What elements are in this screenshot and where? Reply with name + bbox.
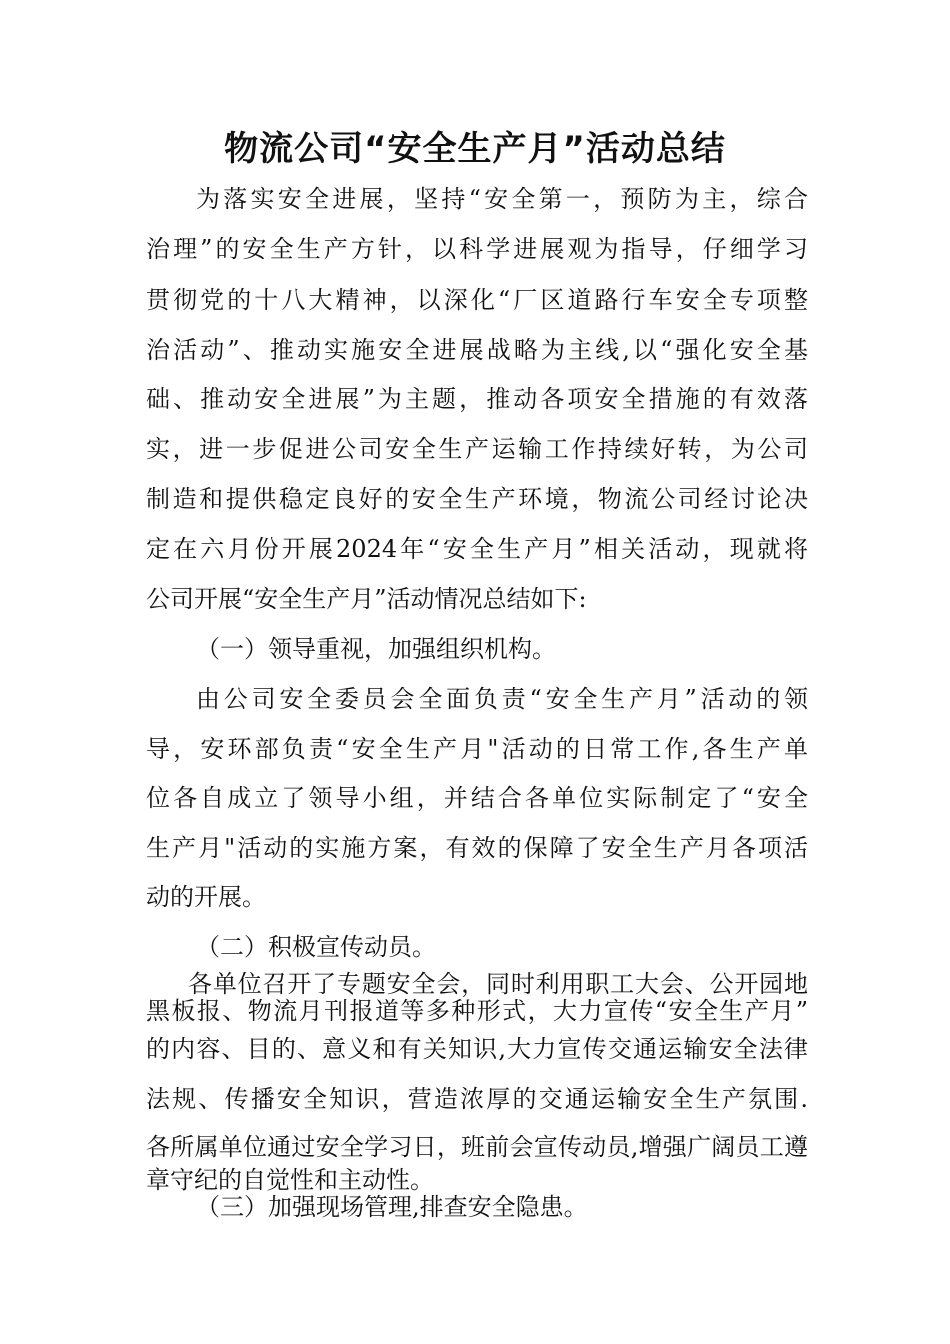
- document-title: 物流公司“安全生产月”活动总结: [224, 129, 726, 169]
- section-heading: （一）领导重视，加强组织机构。: [196, 635, 556, 663]
- paragraph-line: 制造和提供稳定良好的安全生产环境，物流公司经讨论决: [146, 485, 808, 513]
- paragraph-line: 位各自成立了领导小组，并结合各单位实际制定了“安全: [146, 784, 808, 812]
- paragraph-line: 治活动”、推动实施安全进展战略为主线,以“强化安全基: [146, 336, 808, 364]
- paragraph-line: 实，进一步促进公司安全生产运输工作持续好转，为公司: [146, 435, 808, 463]
- paragraph-line: 章守纪的自觉性和主动性。: [146, 1166, 434, 1194]
- paragraph-line: 贯彻党的十八大精神，以深化“厂区道路行车安全专项整: [146, 286, 808, 314]
- paragraph-line: 各单位召开了专题安全会，同时利用职工大会、公开园地: [188, 970, 808, 998]
- paragraph-line: 法规、传播安全知识，营造浓厚的交通运输安全生产氛围.: [146, 1085, 808, 1113]
- paragraph-line: 础、推动安全进展”为主题，推动各项安全措施的有效落: [146, 385, 808, 413]
- section-heading: （三）加强现场管理,排查安全隐患。: [196, 1193, 588, 1221]
- paragraph-line: 导，安环部负责“安全生产月"活动的日常工作,各生产单: [146, 735, 808, 763]
- paragraph-line: 公司开展“安全生产月”活动情况总结如下:: [146, 585, 587, 613]
- paragraph-line: 生产月"活动的实施方案，有效的保障了安全生产月各项活: [146, 834, 808, 862]
- paragraph-line: 由公司安全委员会全面负责“安全生产月”活动的领: [196, 685, 808, 713]
- paragraph-line: 为落实安全进展，坚持“安全第一，预防为主，综合: [196, 185, 808, 213]
- paragraph-line: 黑板报、物流月刊报道等多种形式，大力宣传“安全生产月”: [146, 997, 808, 1025]
- paragraph-line: 治理”的安全生产方针，以科学进展观为指导，仔细学习: [146, 235, 808, 263]
- paragraph-line: 定在六月份开展2024年“安全生产月”相关活动，现就将: [146, 535, 808, 563]
- paragraph-line: 动的开展。: [146, 883, 266, 911]
- paragraph-line: 各所属单位通过安全学习日，班前会宣传动员,增强广阔员工遵: [146, 1133, 808, 1161]
- paragraph-line: 的内容、目的、意义和有关知识,大力宣传交通运输安全法律: [146, 1035, 808, 1063]
- section-heading: （二）积极宣传动员。: [196, 933, 436, 961]
